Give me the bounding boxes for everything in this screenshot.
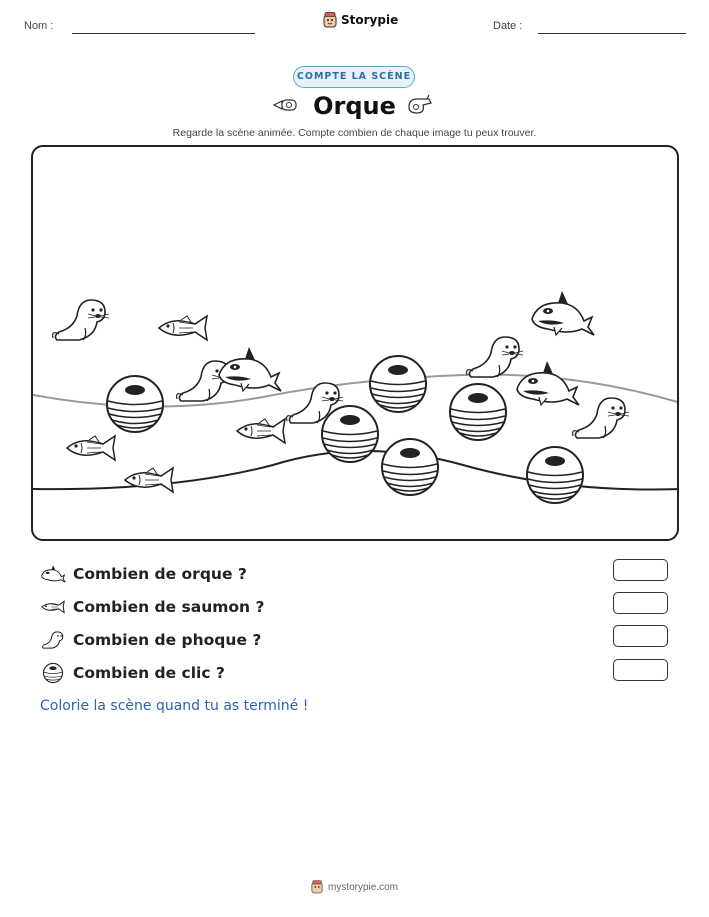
storypie-mascot-icon — [323, 12, 337, 28]
coloring-instruction: Colorie la scène quand tu as terminé ! — [40, 698, 309, 714]
footer — [0, 880, 709, 894]
brand-logo — [323, 12, 398, 28]
date-line[interactable] — [538, 33, 686, 34]
brand-text: Storypie — [341, 13, 399, 27]
question-text: Combien de clic ? — [73, 664, 225, 682]
answer-box-clicker[interactable] — [613, 659, 668, 681]
date-label: Date : — [493, 20, 523, 32]
orca-icon — [40, 563, 66, 585]
question-text: Combien de saumon ? — [73, 598, 265, 616]
seal-icon — [40, 629, 66, 651]
answer-box-salmon[interactable] — [613, 592, 668, 614]
answer-box-orca[interactable] — [613, 559, 668, 581]
question-row-salmon — [40, 593, 264, 621]
scene-frame — [31, 145, 679, 541]
question-row-seal — [40, 626, 261, 654]
name-line[interactable] — [72, 33, 255, 34]
name-label: Nom : — [24, 20, 54, 32]
question-text: Combien de orque ? — [73, 565, 247, 583]
answer-box-seal[interactable] — [613, 625, 668, 647]
whistle-icon — [405, 93, 435, 117]
salmon-icon — [40, 596, 66, 618]
question-text: Combien de phoque ? — [73, 631, 262, 649]
scene-illustration — [33, 147, 679, 541]
footer-url[interactable]: mystorypie.com — [327, 881, 398, 893]
clicker-icon — [40, 662, 66, 684]
question-row-clicker — [40, 659, 225, 687]
scene-badge: COMPTE LA SCÈNE — [293, 66, 415, 88]
storypie-mascot-icon — [311, 880, 323, 894]
page-title: Orque — [313, 92, 396, 120]
page-subtitle: Regarde la scène animée. Compte combien de chaque image tu peux trouver. — [172, 127, 537, 139]
question-row-orca — [40, 560, 247, 588]
